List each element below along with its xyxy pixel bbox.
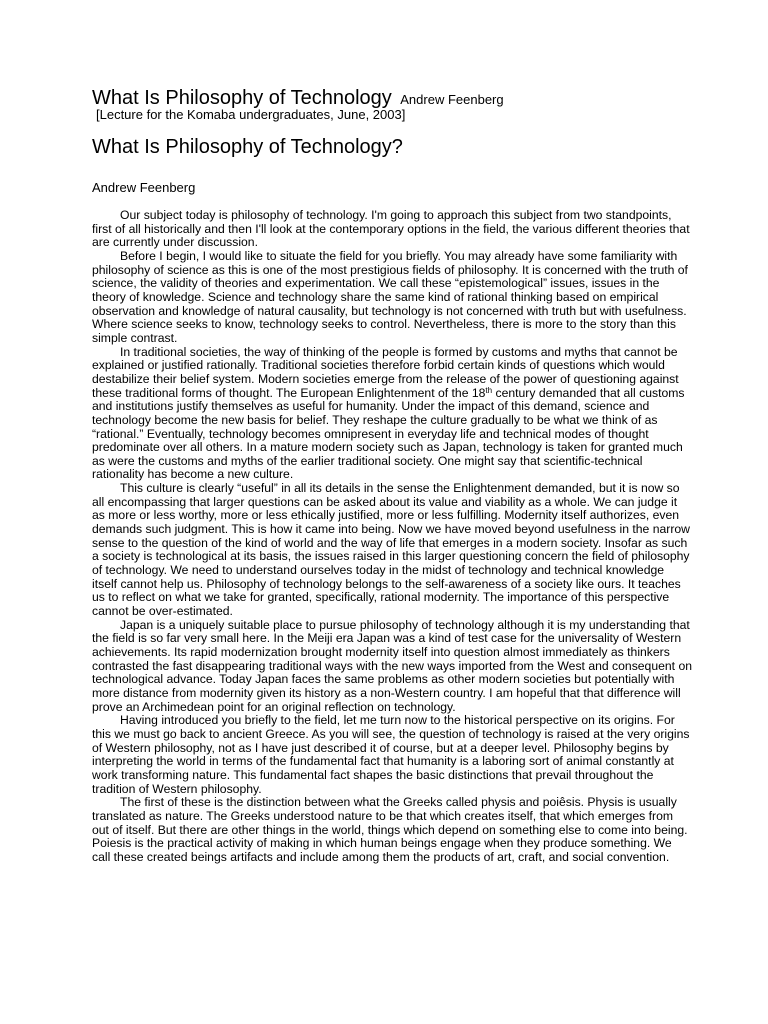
paragraph-7: The first of these is the distinction between what the Greeks called physis and poiêsis. Physis is usually translated as nature. The Greeks understood nature to be that which creates itself, that which emerges from out of itself. But there are other things in the world, things which depend on something else to come into being. Poiesis is the practical activity of making in which human beings engage when they produce something. We call these created beings artifacts and include among them the products of art, craft, and social convention.: [92, 795, 688, 864]
paragraph-3-start: In traditional societies, the way of thinking of the people is formed by customs and myths that cannot be explained or justified rationally. Traditional societies therefore forbid certain kinds of questions which would destabilize their belief system. Modern societies emerge from the release of the power of questioning against these traditional forms of thought. The European Enlightenment of the: [92, 344, 679, 400]
body-text: [92, 209, 692, 865]
paragraph-5: Japan is a uniquely suitable place to pursue philosophy of technology although it is my understanding that the field is so far very small here. In the Meiji era Japan was a kind of test case for the universality of Western achievements. Its rapid modernization brought modernity itself into question almost immediately as thinkers contrasted the fast disappearing traditional ways with the new ways imported from the West and consequent on technological advance. Today Japan faces the same problems as other modern societies but potentially with more distance from modernity given its history as a non-Western country. I am hopeful that that difference will prove an Archimedean point for an original reflection on technology.: [92, 617, 693, 714]
paragraph-6: Having introduced you briefly to the field, let me turn now to the historical perspective on its origins. For this we must go back to ancient Greece. As you will see, the question of technology is raised at the very origins of Western philosophy, not as I have just described it of course, but at a deeper level. Philosophy begins by interpreting the world in terms of the fundamental fact that humanity is a laboring sort of animal constantly at work transforming nature. This fundamental fact shapes the basic distinctions that prevail throughout the tradition of Western philosophy.: [92, 713, 690, 796]
paragraph-2: Before I begin, I would like to situate the field for you briefly. You may already have some familiarity with philosophy of science as this is one of the most prestigious fields of philosophy. It is concerned with the truth of science, the validity of theories and experimentation. We call these “epistemological” issues, issues in the theory of knowledge. Science and technology share the same kind of rational thinking based on empirical observation and knowledge of natural causality, but technology is not concerned with truth but with usefulness. Where science seeks to know, technology seeks to control. Nevertheless, there is more to the story than this simple contrast.: [92, 248, 688, 345]
document-title: What Is Philosophy of Technology: [92, 87, 392, 109]
century-number: 18: [471, 385, 486, 400]
header-author: Andrew Feenberg: [400, 92, 504, 107]
paragraph-4: This culture is clearly “useful” in all its details in the sense the Enlightenment demanded, but it is now so all encompassing that larger questions can be asked about its value and viability as a whole. We can judge it as more or less worthy, more or less ethically justified, more or less fulfilling. Modernity itself authorizes, even demands such judgment. This is how it came into being. Now we have moved beyond usefulness in the narrow sense to the question of the kind of world and the way of life that emerges in a modern society. Insofar as such a society is technological at its basis, the issues raised in this larger questioning concern the field of philosophy of technology. We need to understand ourselves today in the midst of technology and technical knowledge itself cannot help us. Philosophy of technology belongs to the self-awareness of a society like ours. It teaches us to reflect on what we take for granted, specifically, rational modernity. The importance of this perspective cannot be over-estimated.: [92, 481, 690, 619]
author-name: Andrew Feenberg: [92, 180, 196, 195]
century-suffix: th: [485, 385, 493, 395]
lecture-note: [Lecture for the Komaba undergraduates, June, 2003]: [96, 107, 406, 122]
paragraph-3: [92, 346, 692, 483]
page-title: What Is Philosophy of Technology?: [92, 136, 403, 158]
paragraph-3-end: century demanded that all customs and institutions justify themselves as useful for humanity. Under the impact of this demand, science and technology become the new basis for belief. They reshape the culture gradually to be what we think of as “rational.” Eventually, technology becomes omnipresent in everyday life and technical modes of thought predominate over all others. In a mature modern society such as Japan, technology is taken for granted much as were the customs and myths of the earlier traditional society. One might say that scientific-technical rationality has become a new culture.: [92, 385, 685, 482]
paragraph-1: Our subject today is philosophy of technology. I'm going to approach this subject from two standpoints, first of all historically and then I'll look at the contemporary options in the field, the various different theories that are currently under discussion.: [92, 208, 690, 250]
